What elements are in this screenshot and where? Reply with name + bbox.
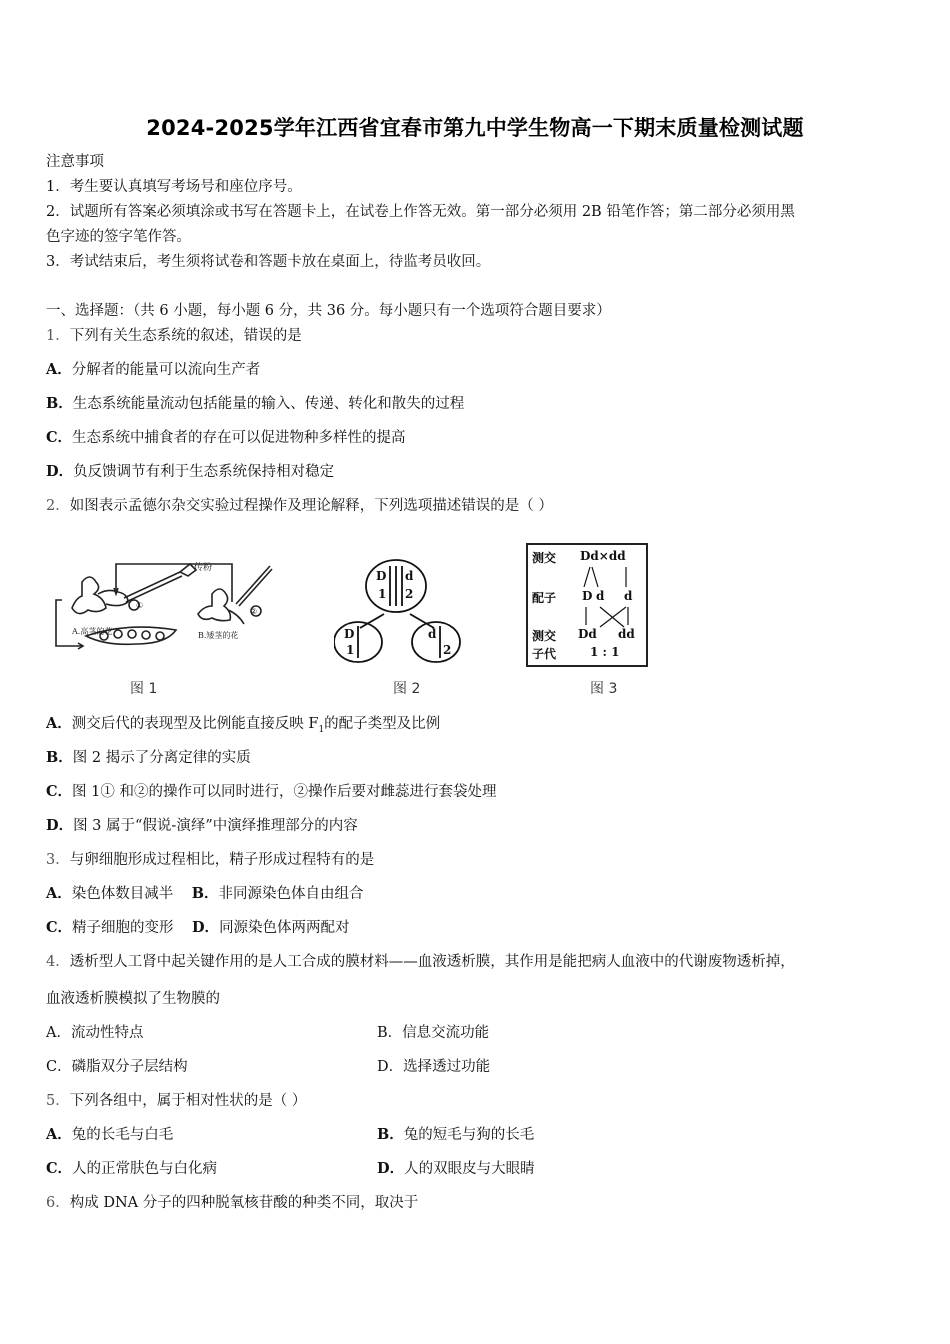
notice-item: 1．考生要认真填写考场号和座位序号。 — [46, 179, 302, 195]
mark-2: ② — [250, 607, 258, 616]
question-number: 6． — [46, 1195, 70, 1211]
svg-text:1: 1 — [346, 643, 355, 657]
svg-text:d: d — [405, 569, 414, 583]
figure-2-chromosome-separation — [334, 556, 464, 666]
question-stem: 与卵细胞形成过程相比，精子形成过程特有的是 — [69, 852, 375, 868]
figure-2-caption: 图 2 — [393, 681, 421, 697]
option-c: C．图 1① 和②的操作可以同时进行，②操作后要对雌蕊进行套袋处理 — [46, 783, 497, 800]
question-stem: 构成 DNA 分子的四种脱氧核苷酸的种类不同，取决于 — [69, 1195, 419, 1211]
option-c: C．生态系统中捕食者的存在可以促进物种多样性的提高 — [46, 429, 406, 446]
notice-item: 2．试题所有答案必须填涂或书写在答题卡上，在试卷上作答无效。第一部分必须用 2B 铅笔作答；第二部分必须用黑 — [46, 204, 795, 220]
mark-1: ① — [136, 601, 144, 610]
question-number: 5． — [46, 1093, 70, 1109]
option-d: D．负反馈调节有利于生态系统保持相对稳定 — [46, 463, 335, 480]
option-b: B．图 2 揭示了分离定律的实质 — [46, 749, 251, 766]
svg-text:d: d — [428, 627, 437, 641]
svg-text:B.矮茎的花: B.矮茎的花 — [198, 631, 239, 640]
figure-1-caption: 图 1 — [130, 681, 158, 697]
svg-text:2: 2 — [443, 643, 452, 657]
option-row: C．人的正常肤色与白化病 D．人的双眼皮与大眼睛 — [46, 1160, 535, 1177]
option-row: C．磷脂双分子层结构 D．选择透过功能 — [46, 1059, 491, 1075]
question-4 — [46, 952, 795, 972]
question-number: 4． — [46, 954, 70, 970]
svg-text:D: D — [344, 627, 355, 641]
svg-text:传粉: 传粉 — [194, 563, 213, 573]
notice-item: 色字迹的签字笔作答。 — [46, 229, 191, 245]
notice-item: 3．考试结束后，考生须将试卷和答题卡放在桌面上，待监考员收回。 — [46, 254, 491, 270]
question-stem-continued: 血液透析膜模拟了生物膜的 — [46, 991, 220, 1007]
figure-1-pea-pollination — [52, 552, 282, 662]
option-row: A．染色体数目减半 B．非同源染色体自由组合 — [46, 885, 364, 902]
option-row: C．精子细胞的变形 D．同源染色体两两配对 — [46, 919, 350, 936]
option-a: A．测交后代的表现型及比例能直接反映 $F_1$的配子类型及比例 — [46, 715, 441, 735]
question-stem: 如图表示孟德尔杂交实验过程操作及理论解释，下列选项描述错误的是（ ） — [69, 498, 553, 514]
question-stem: 下列有关生态系统的叙述，错误的是 — [69, 328, 302, 344]
figure-3-testcross: 测交 Dd×dd 配子 D d d 测交 Dd dd 子代 1 : 1 — [526, 543, 648, 667]
option-row: A．流动性特点 B．信息交流功能 — [46, 1025, 490, 1041]
question-stem: 透析型人工肾中起关键作用的是人工合成的膜材料——血液透析膜，其作用是能把病人血液中的代谢废物透析掉， — [69, 954, 795, 970]
question-number: 2． — [46, 498, 70, 514]
svg-text:1: 1 — [378, 587, 387, 601]
option-row: A．兔的长毛与白毛 B．兔的短毛与狗的长毛 — [46, 1126, 535, 1143]
question-6 — [46, 1193, 418, 1213]
section-heading: 一、选择题：（共 6 小题，每小题 6 分，共 36 分。每小题只有一个选项符合题目要求） — [46, 303, 611, 319]
option-d: D．图 3 属于“假说-演绎”中演绎推理部分的内容 — [46, 817, 358, 834]
page-title: 2024-2025学年江西省宜春市第九中学生物高一下期末质量检测试题 — [146, 116, 804, 140]
question-number: 1． — [46, 328, 70, 344]
question-number: 3． — [46, 852, 70, 868]
option-a: A．分解者的能量可以流向生产者 — [46, 361, 261, 378]
svg-text:2: 2 — [405, 587, 414, 601]
figure-3-caption: 图 3 — [590, 681, 618, 697]
question-5 — [46, 1091, 306, 1111]
svg-text:D: D — [376, 569, 387, 583]
question-3 — [46, 850, 374, 870]
option-b: B．生态系统能量流动包括能量的输入、传递、转化和散失的过程 — [46, 395, 465, 412]
question-2 — [46, 496, 553, 516]
svg-text:A.高茎的花: A.高茎的花 — [72, 627, 113, 636]
question-1 — [46, 326, 302, 346]
notice-heading: 注意事项 — [46, 154, 104, 170]
question-stem: 下列各组中，属于相对性状的是（ ） — [69, 1093, 307, 1109]
